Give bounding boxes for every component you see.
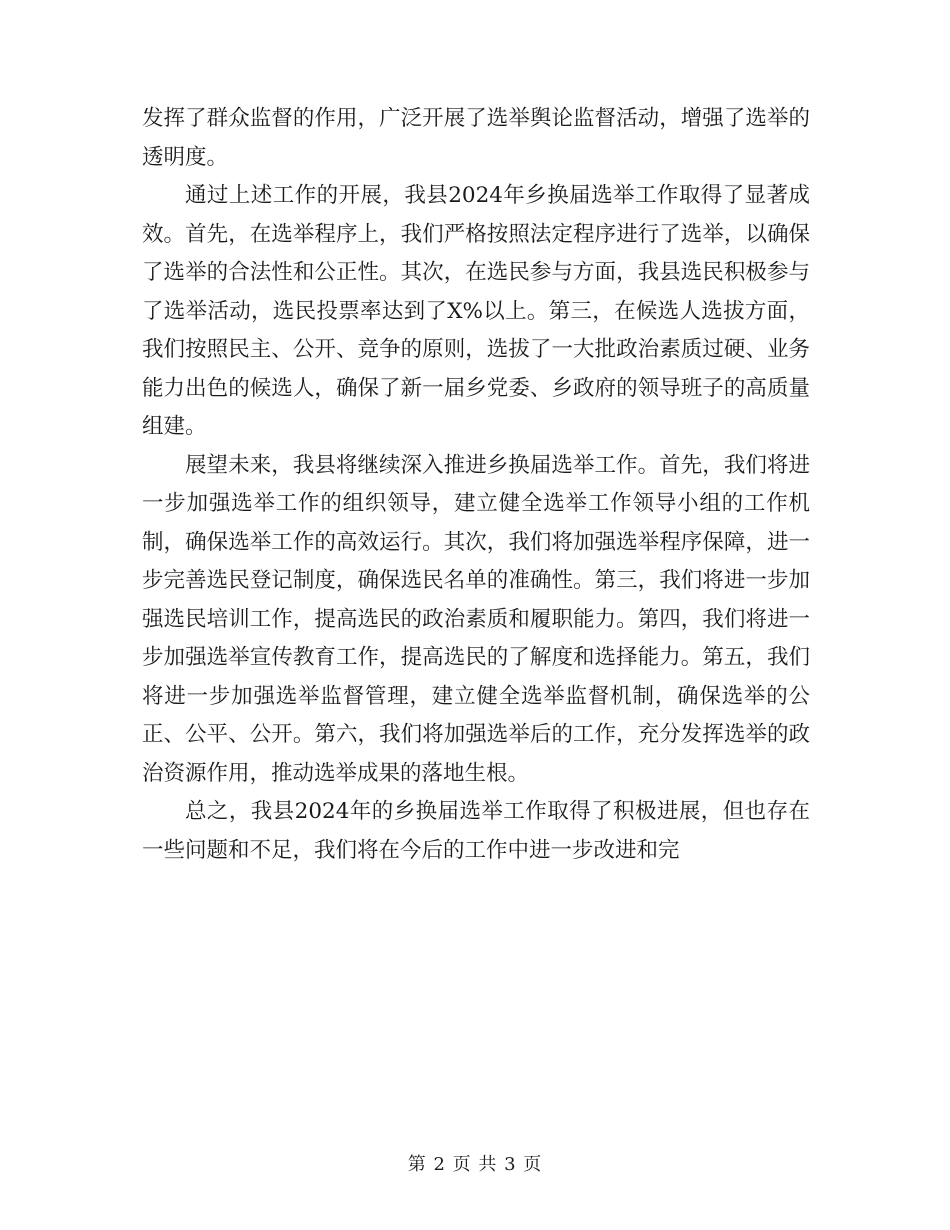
paragraph-continued: 发挥了群众监督的作用，广泛开展了选举舆论监督活动，增强了选举的透明度。 [142, 106, 810, 170]
paragraph-achievements: 通过上述工作的开展，我县2024年乡换届选举工作取得了显著成效。首先，在选举程序上，我们严格按照法定程序进行了选举，以确保了选举的合法性和公正性。其次，在选民参与方面，我县选民积极参与了选举活动，选民投票率达到了X%以上。第三，在候选人选拔方面，我们按照民主、公开、竞争的原则，选拔了一大批政治素质过硬、业务能力出色的候选人，确保了新一届乡党委、乡政府的领导班子的高质量组建。 [142, 183, 810, 439]
document-body [142, 100, 810, 870]
paragraph-conclusion: 总之，我县2024年的乡换届选举工作取得了积极进展，但也存在一些问题和不足，我们将在今后的工作中进一步改进和完 [142, 799, 810, 863]
paragraph-outlook: 展望未来，我县将继续深入推进乡换届选举工作。首先，我们将进一步加强选举工作的组织领导，建立健全选举工作领导小组的工作机制，确保选举工作的高效运行。其次，我们将加强选举程序保障，进一步完善选民登记制度，确保选民名单的准确性。第三，我们将进一步加强选民培训工作，提高选民的政治素质和履职能力。第四，我们将进一步加强选举宣传教育工作，提高选民的了解度和选择能力。第五，我们将进一步加强选举监督管理，建立健全选举监督机制，确保选举的公正、公平、公开。第六，我们将加强选举后的工作，充分发挥选举的政治资源作用，推动选举成果的落地生根。 [142, 452, 810, 786]
page-number-footer: 第 2 页 共 3 页 [407, 1154, 543, 1175]
